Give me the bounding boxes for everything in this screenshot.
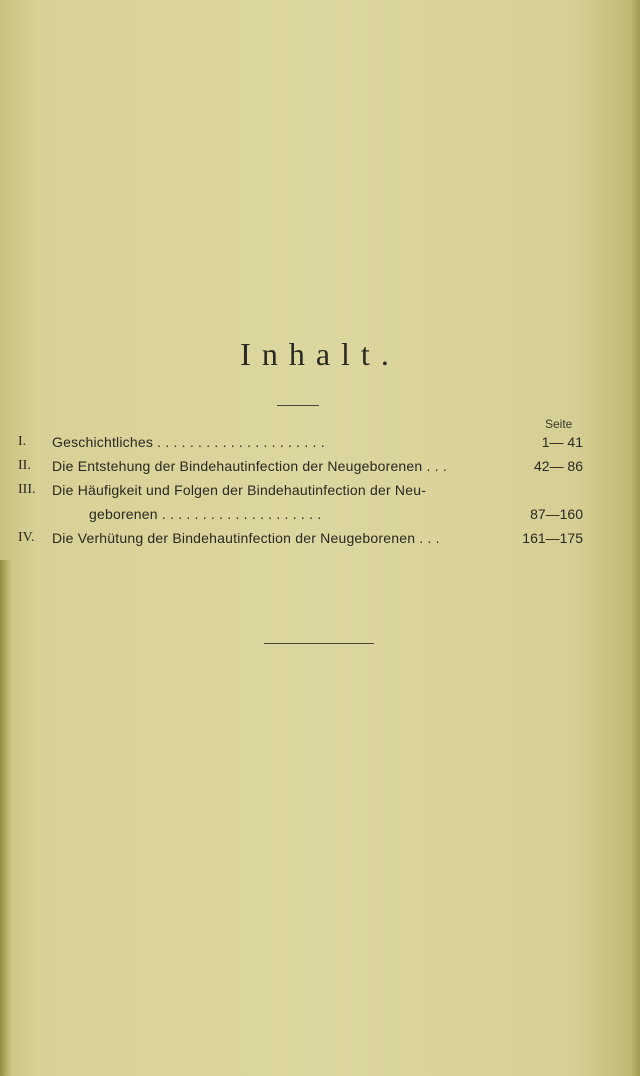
toc-entry-title: Die Verhütung der Bindehautinfection der Neugeborenen . . . bbox=[52, 530, 440, 546]
toc-entry-title: geborenen . . . . . . . . . . . . . . . . . . . . bbox=[89, 506, 322, 522]
page-column-label: Seite bbox=[545, 417, 573, 431]
toc-entry-number: II. bbox=[18, 458, 31, 473]
toc-entry-pages: 1— 41 bbox=[541, 434, 583, 450]
toc-entry bbox=[0, 482, 640, 502]
page-heading: Inhalt. bbox=[240, 336, 400, 372]
heading-divider bbox=[277, 405, 319, 406]
toc-entry bbox=[0, 458, 640, 478]
toc-entry bbox=[0, 530, 640, 550]
toc-entry-pages: 161—175 bbox=[522, 530, 583, 546]
toc-entry-title: Die Entstehung der Bindehautinfection der Neugeborenen . . . bbox=[52, 458, 447, 474]
toc-entry-number: I. bbox=[18, 434, 27, 449]
toc-entry-number: III. bbox=[18, 482, 36, 497]
toc-entry-title: Geschichtliches . . . . . . . . . . . . . . . . . . . . . bbox=[52, 434, 325, 450]
closing-divider bbox=[264, 643, 374, 644]
toc-entry bbox=[0, 434, 640, 454]
toc-entry-title: Die Häufigkeit und Folgen der Bindehautinfection der Neu- bbox=[52, 482, 427, 498]
toc-entry-continuation bbox=[0, 506, 640, 526]
page-edge-shadow-left bbox=[0, 560, 12, 1076]
toc-entry-number: IV. bbox=[18, 530, 35, 545]
toc-entry-pages: 42— 86 bbox=[533, 458, 583, 474]
toc-entry-pages: 87—160 bbox=[530, 506, 583, 522]
